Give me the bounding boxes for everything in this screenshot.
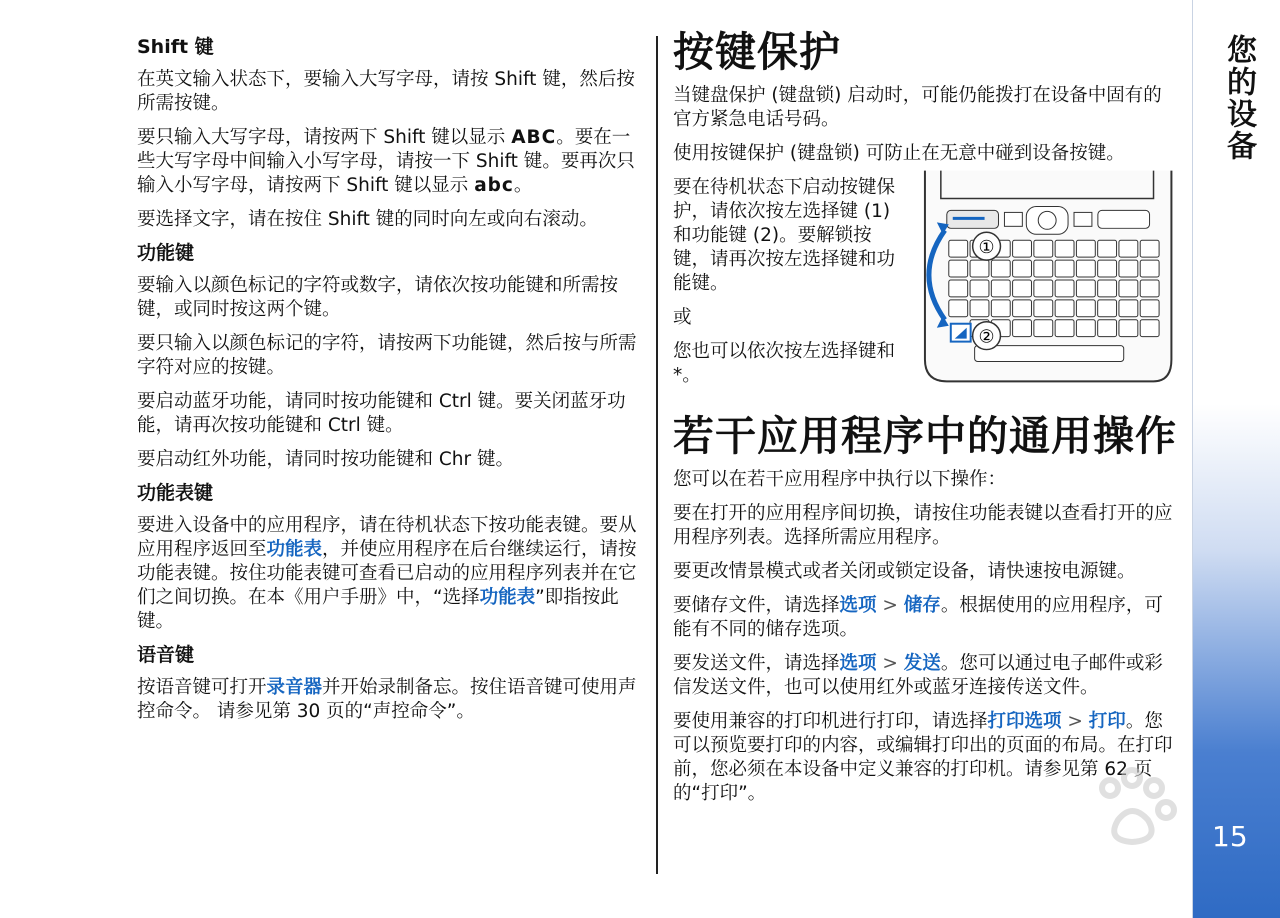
text-run: 。您可以预览要打印的内容，或编辑打印出的页面的布局。在打印前，您必须在本设备中定义兼容的打印机。请参见第 62 页的“打印”。 [673, 711, 1173, 804]
print-link[interactable]: 打印 [1088, 711, 1126, 732]
common-paragraph-5 [673, 652, 1178, 700]
common-paragraph-4 [673, 594, 1178, 642]
save-link[interactable]: 储存 [903, 595, 941, 616]
keypad-key [1012, 260, 1031, 277]
keypad-key [991, 260, 1010, 277]
options-link[interactable]: 选项 [839, 653, 877, 674]
keylock-paragraph-3: 要在待机状态下启动按键保护，请依次按左选择键 (1) 和功能键 (2)。要解锁按键，请再次按左选择键和功能键。 [673, 177, 896, 294]
path-separator: > [876, 653, 904, 674]
keypad-key [1140, 280, 1159, 297]
menu-key-paragraph [137, 514, 642, 634]
keypad-key [1097, 300, 1116, 317]
keypad-key [1033, 320, 1052, 337]
keypad-key [1012, 320, 1031, 337]
function-key-paragraph-2: 要只输入以颜色标记的字符，请按两下功能键，然后按与所需字符对应的按键。 [137, 333, 637, 378]
path-separator: > [876, 595, 904, 616]
keylock-figure-row [673, 176, 1178, 398]
text-run: 按语音键可打开 [137, 677, 267, 698]
text-run: 要使用兼容的打印机进行打印，请选择 [673, 711, 988, 732]
shift-paragraph-2 [137, 126, 642, 198]
function-key-paragraph-4: 要启动红外功能，请同时按功能键和 Chr 键。 [137, 449, 515, 470]
keypad-key [1012, 300, 1031, 317]
keypad-key [970, 280, 989, 297]
keylock-heading: 按键保护 [673, 28, 841, 76]
keypad-key [1033, 280, 1052, 297]
keylock-paragraph-2: 使用按键保护 (键盘锁) 可防止在无意中碰到设备按键。 [673, 143, 1125, 164]
text-run: 。要在一些大写字母中间输入小写字母，请按一下 Shift 键。要再次只输入小写字母，请按两下 Shift 键以显示 [137, 127, 635, 196]
common-paragraph-1: 您可以在若干应用程序中执行以下操作： [673, 469, 1007, 490]
keypad-key [948, 260, 967, 277]
keypad-key [1033, 260, 1052, 277]
keypad-key [970, 300, 989, 317]
keypad-key [1055, 300, 1074, 317]
keypad-key [1076, 260, 1095, 277]
menu-key-heading: 功能表键 [137, 482, 214, 504]
options-link[interactable]: 选项 [839, 595, 877, 616]
right-column [673, 28, 1178, 816]
figure-callout-1: ① [978, 237, 995, 259]
chapter-title: 您的设备 [1221, 34, 1256, 162]
voice-key-paragraph [137, 676, 642, 724]
keypad-key [1140, 260, 1159, 277]
keypad-key [1140, 300, 1159, 317]
keypad-key [970, 260, 989, 277]
function-key-paragraph-1: 要输入以颜色标记的字符或数字，请依次按功能键和所需按键，或同时按这两个键。 [137, 275, 619, 320]
keypad-key [1097, 280, 1116, 297]
keypad-key [991, 280, 1010, 297]
text-run: 。您可以通过电子邮件或彩信发送文件，也可以使用红外或蓝牙连接传送文件。 [673, 653, 1163, 698]
keypad-key [1055, 240, 1074, 257]
keypad-key [1119, 240, 1138, 257]
menu-link[interactable]: 功能表 [479, 587, 536, 608]
text-run: 要只输入大写字母，请按两下 Shift 键以显示 [137, 127, 512, 148]
text-run: 要储存文件，请选择 [673, 595, 840, 616]
text-run: 要进入设备中的应用程序，请在待机状态下按功能表键。要从应用程序返回至 [137, 515, 637, 560]
common-paragraph-2: 要在打开的应用程序间切换，请按住功能表键以查看打开的应用程序列表。选择所需应用程序。 [673, 503, 1173, 548]
column-divider [656, 36, 658, 874]
keylock-instructions [673, 176, 897, 398]
paw-watermark-icon [880, 760, 1200, 870]
text-run: 并开始录制备忘。按住语音键可使用声控命令。 请参见第 30 页的“声控命令”。 [137, 677, 637, 722]
send-link[interactable]: 发送 [903, 653, 941, 674]
print-options-link[interactable]: 打印选项 [987, 711, 1062, 732]
keypad-key [1076, 320, 1095, 337]
keypad-key [1119, 280, 1138, 297]
keypad-key [948, 240, 967, 257]
space-key [974, 346, 1123, 362]
keypad-key [1033, 240, 1052, 257]
keylock-paragraph-or: 或 [673, 307, 692, 328]
keypad-key [948, 300, 967, 317]
keypad-key [991, 300, 1010, 317]
common-operations-heading: 若干应用程序中的通用操作 [673, 412, 1177, 460]
keypad-key [1119, 320, 1138, 337]
voice-key-heading: 语音键 [137, 644, 195, 666]
keypad-key [1055, 320, 1074, 337]
keypad-key [1055, 260, 1074, 277]
lowercase-mode-icon: abc [474, 175, 514, 196]
keypad-key [948, 280, 967, 297]
left-column [137, 28, 642, 734]
phone-keypad-illustration [915, 170, 1178, 388]
shift-key-heading: Shift 键 [137, 36, 214, 58]
keypad-key [1140, 320, 1159, 337]
keypad-key [1119, 260, 1138, 277]
keypad-key [1076, 280, 1095, 297]
text-run: 。根据使用的应用程序，可能有不同的储存选项。 [673, 595, 1163, 640]
keypad-key [1012, 280, 1031, 297]
keypad-key [1076, 240, 1095, 257]
shift-paragraph-3: 要选择文字，请在按住 Shift 键的同时向左或向右滚动。 [137, 209, 598, 230]
page-number: 15 [1212, 820, 1248, 853]
keypad-key [1140, 240, 1159, 257]
keylock-paragraph-1: 当键盘保护 (键盘锁) 启动时，可能仍能拨打在设备中固有的官方紧急电话号码。 [673, 85, 1162, 130]
keypad-key [1033, 300, 1052, 317]
text-run: ”即指按此键。 [137, 587, 619, 632]
path-separator: > [1061, 711, 1089, 732]
common-paragraph-3: 要更改情景模式或者关闭或锁定设备，请快速按电源键。 [673, 561, 1136, 582]
function-key-heading: 功能键 [137, 242, 195, 264]
keypad-key [1097, 240, 1116, 257]
figure-callout-2: ② [978, 326, 995, 348]
text-run: 要发送文件，请选择 [673, 653, 840, 674]
uppercase-mode-icon: ABC [511, 127, 557, 148]
keypad-key [1119, 300, 1138, 317]
text-run: 。 [513, 175, 533, 196]
keypad-key [1076, 300, 1095, 317]
menu-link[interactable]: 功能表 [266, 539, 323, 560]
keypad-key [1097, 320, 1116, 337]
keypad-key [1055, 280, 1074, 297]
keypad-key [1012, 240, 1031, 257]
keylock-paragraph-4: 您也可以依次按左选择键和 *。 [673, 341, 896, 386]
recorder-link[interactable]: 录音器 [266, 677, 323, 698]
function-key-paragraph-3: 要启动蓝牙功能，请同时按功能键和 Ctrl 键。要关闭蓝牙功能，请再次按功能键和 Ctrl 键。 [137, 391, 626, 436]
shift-paragraph-1: 在英文输入状态下，要输入大写字母，请按 Shift 键，然后按所需按键。 [137, 69, 635, 114]
text-run: ，并使应用程序在后台继续运行，请按功能表键。按住功能表键可查看已启动的应用程序列表并在它们之间切换。在本《用户手册》中，“选择 [137, 539, 637, 608]
keypad-key [1097, 260, 1116, 277]
